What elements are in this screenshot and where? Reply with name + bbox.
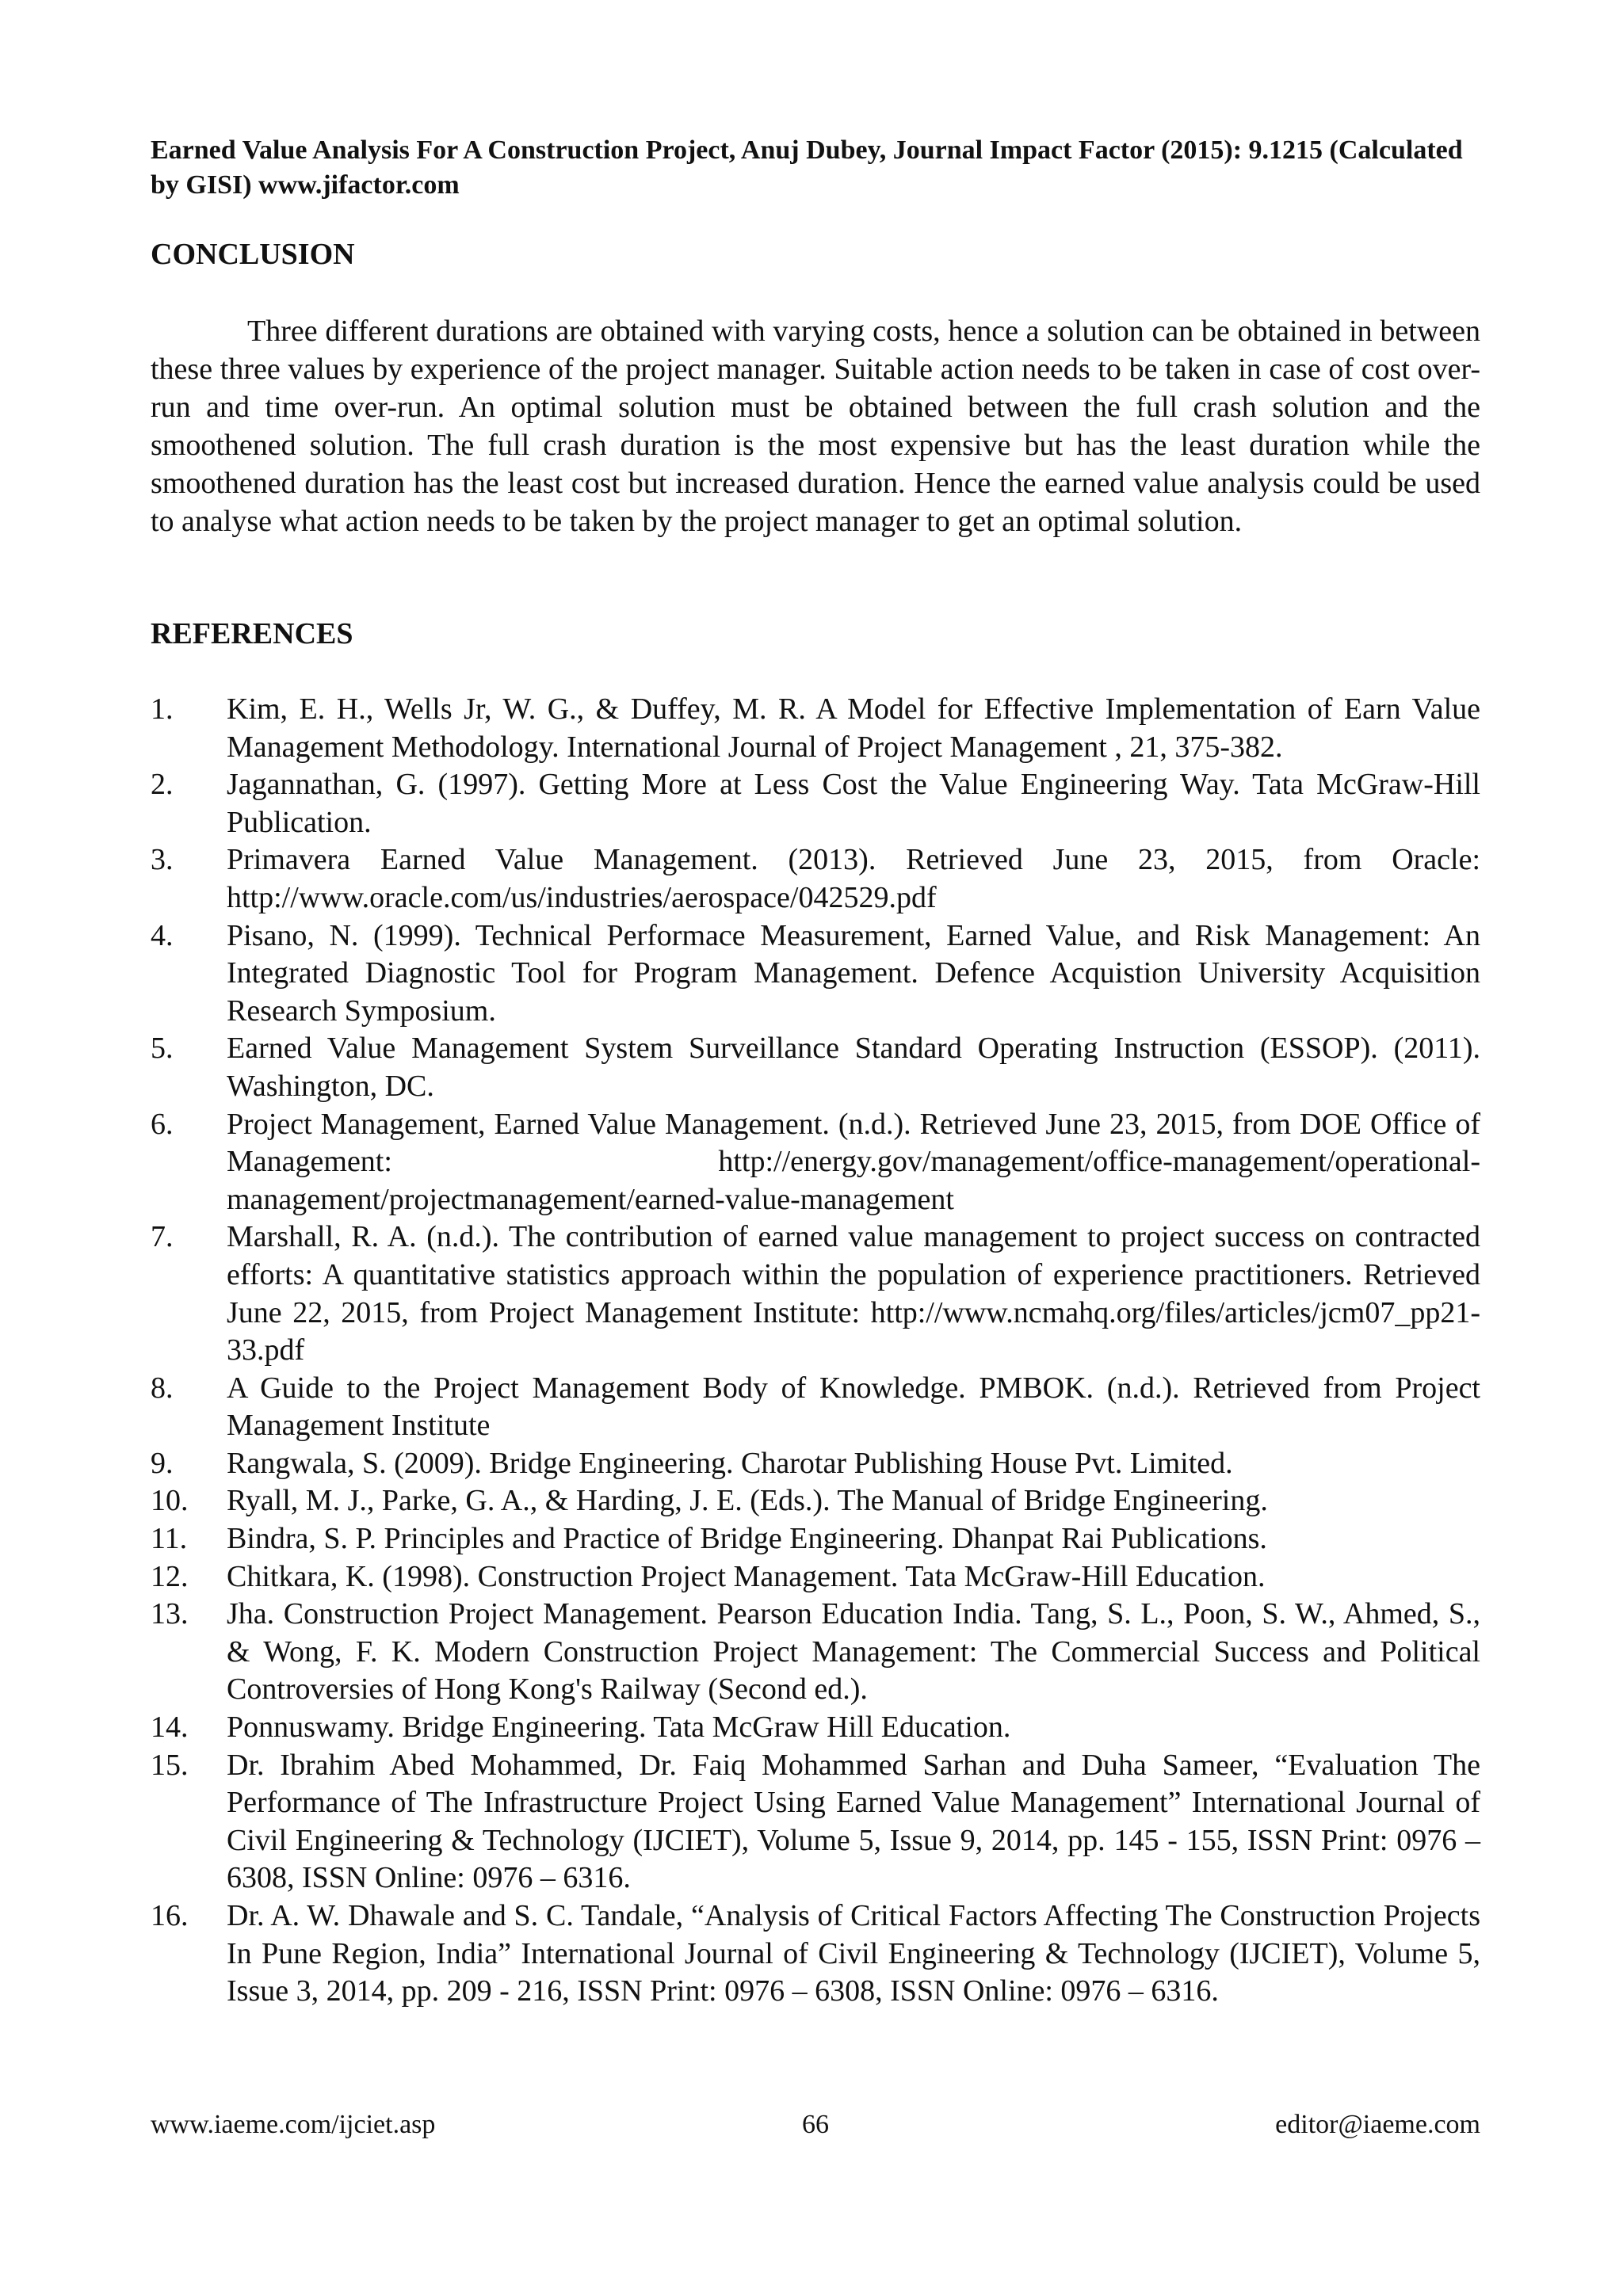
- reference-item: [151, 1747, 1480, 1897]
- reference-text: Jha. Construction Project Management. Pearson Education India. Tang, S. L., Poon, S. W., Ahmed, S., & Wong, F. K. Modern Construction Project Management: The Commercial Success and Political Controversies of Hong Kong's Railway (Second ed.).: [227, 1597, 1480, 1707]
- reference-item: [151, 1219, 1480, 1369]
- reference-item: [151, 1030, 1480, 1105]
- reference-text: A Guide to the Project Management Body of Knowledge. PMBOK. (n.d.). Retrieved from Project Management Institute: [227, 1371, 1480, 1443]
- reference-number: 14.: [151, 1711, 189, 1745]
- reference-text: Pisano, N. (1999). Technical Performace Measurement, Earned Value, and Risk Management: An Integrated Diagnostic Tool for Program Management. Defence Acquistion University Acquisition Research Symposium.: [227, 918, 1480, 1028]
- reference-text: Marshall, R. A. (n.d.). The contribution of earned value management to project success on contracted efforts: A quantitative statistics approach within the population of experience practitioners. Retrieved June 22, 2015, from Project Management Institute: http://www.ncmahq.org/files/articles/jcm07_pp21-33.pdf: [227, 1220, 1480, 1367]
- reference-text: Dr. Ibrahim Abed Mohammed, Dr. Faiq Mohammed Sarhan and Duha Sameer, “Evaluation The Performance of The Infrastructure Project Using Earned Value Management” International Journal of Civil Engineering & Technology (IJCIET), Volume 5, Issue 9, 2014, pp. 145 - 155, ISSN Print: 0976 – 6308, ISSN Online: 0976 – 6316.: [227, 1748, 1480, 1895]
- reference-number: 16.: [151, 1899, 189, 1932]
- reference-text: Earned Value Management System Surveillance Standard Operating Instruction (ESSOP). (2011). Washington, DC.: [227, 1032, 1480, 1103]
- page-number: 66: [802, 2110, 829, 2139]
- reference-item: [151, 1596, 1480, 1709]
- reference-text: Ryall, M. J., Parke, G. A., & Harding, J. E. (Eds.). The Manual of Bridge Engineering.: [227, 1484, 1268, 1518]
- references-heading: REFERENCES: [151, 617, 353, 650]
- footer-website-link[interactable]: www.iaeme.com/ijciet.asp: [151, 2110, 436, 2139]
- reference-item: [151, 841, 1480, 917]
- reference-text: Dr. A. W. Dhawale and S. C. Tandale, “Analysis of Critical Factors Affecting The Construction Projects In Pune Region, India” International Journal of Civil Engineering & Technology (IJCIET), Volume 5, Issue 3, 2014, pp. 209 - 216, ISSN Print: 0976 – 6308, ISSN Online: 0976 – 6316.: [227, 1899, 1480, 2008]
- reference-number: 8.: [151, 1371, 174, 1405]
- page-footer: [151, 2106, 1480, 2144]
- reference-item: [151, 1445, 1480, 1483]
- reference-item: [151, 1482, 1480, 1520]
- reference-item: [151, 1897, 1480, 2011]
- reference-text: Chitkara, K. (1998). Construction Project Management. Tata McGraw-Hill Education.: [227, 1559, 1266, 1593]
- reference-item: [151, 1106, 1480, 1219]
- reference-item: [151, 1709, 1480, 1747]
- reference-item: [151, 766, 1480, 841]
- reference-number: 10.: [151, 1484, 189, 1518]
- reference-number: 4.: [151, 918, 174, 952]
- reference-item: [151, 691, 1480, 766]
- reference-text: Primavera Earned Value Management. (2013). Retrieved June 23, 2015, from Oracle: http://www.oracle.com/us/industries/aerospace/042529.pdf: [227, 843, 1480, 914]
- reference-number: 6.: [151, 1107, 174, 1141]
- reference-text: Project Management, Earned Value Management. (n.d.). Retrieved June 23, 2015, from DOE Office of Management: http://energy.gov/management/office-management/operational-management/projectmanagement/earned-value-management: [227, 1107, 1480, 1216]
- reference-item: [151, 1558, 1480, 1596]
- reference-number: 11.: [151, 1522, 188, 1556]
- reference-number: 7.: [151, 1220, 174, 1254]
- reference-number: 12.: [151, 1559, 189, 1593]
- reference-list: [151, 691, 1480, 2011]
- reference-text: Bindra, S. P. Principles and Practice of Bridge Engineering. Dhanpat Rai Publications.: [227, 1522, 1267, 1556]
- reference-text: Ponnuswamy. Bridge Engineering. Tata McGraw Hill Education.: [227, 1711, 1011, 1745]
- reference-text: Rangwala, S. (2009). Bridge Engineering. Charotar Publishing House Pvt. Limited.: [227, 1446, 1233, 1480]
- conclusion-paragraph: Three different durations are obtained with varying costs, hence a solution can be obtained in between these three values by experience of the project manager. Suitable action needs to be taken in case of cost over-run and time over-run. An optimal solution must be obtained between the full crash solution and the smoothened solution. The full crash duration is the most expensive but has the least duration while the smoothened duration has the least cost but increased duration. Hence the earned value analysis could be used to analyse what action needs to be taken by the project manager to get an optimal solution.: [151, 315, 1480, 538]
- reference-text: Jagannathan, G. (1997). Getting More at Less Cost the Value Engineering Way. Tata McGraw-Hill Publication.: [227, 768, 1480, 839]
- reference-text: Kim, E. H., Wells Jr, W. G., & Duffey, M. R. A Model for Effective Implementation of Earn Value Management Methodology. International Journal of Project Management , 21, 375-382.: [227, 692, 1480, 764]
- reference-item: [151, 1520, 1480, 1558]
- running-header: Earned Value Analysis For A Construction Project, Anuj Dubey, Journal Impact Factor (2015): 9.1215 (Calculated by GISI) www.jifactor.com: [151, 135, 1463, 200]
- reference-number: 5.: [151, 1032, 174, 1066]
- reference-number: 2.: [151, 768, 174, 802]
- reference-number: 13.: [151, 1597, 189, 1631]
- conclusion-heading: CONCLUSION: [151, 238, 355, 271]
- reference-item: [151, 1370, 1480, 1445]
- reference-item: [151, 917, 1480, 1031]
- reference-number: 3.: [151, 843, 174, 877]
- footer-email-link[interactable]: editor@iaeme.com: [1275, 2110, 1480, 2139]
- reference-number: 15.: [151, 1748, 189, 1782]
- reference-number: 9.: [151, 1446, 174, 1480]
- reference-number: 1.: [151, 692, 174, 726]
